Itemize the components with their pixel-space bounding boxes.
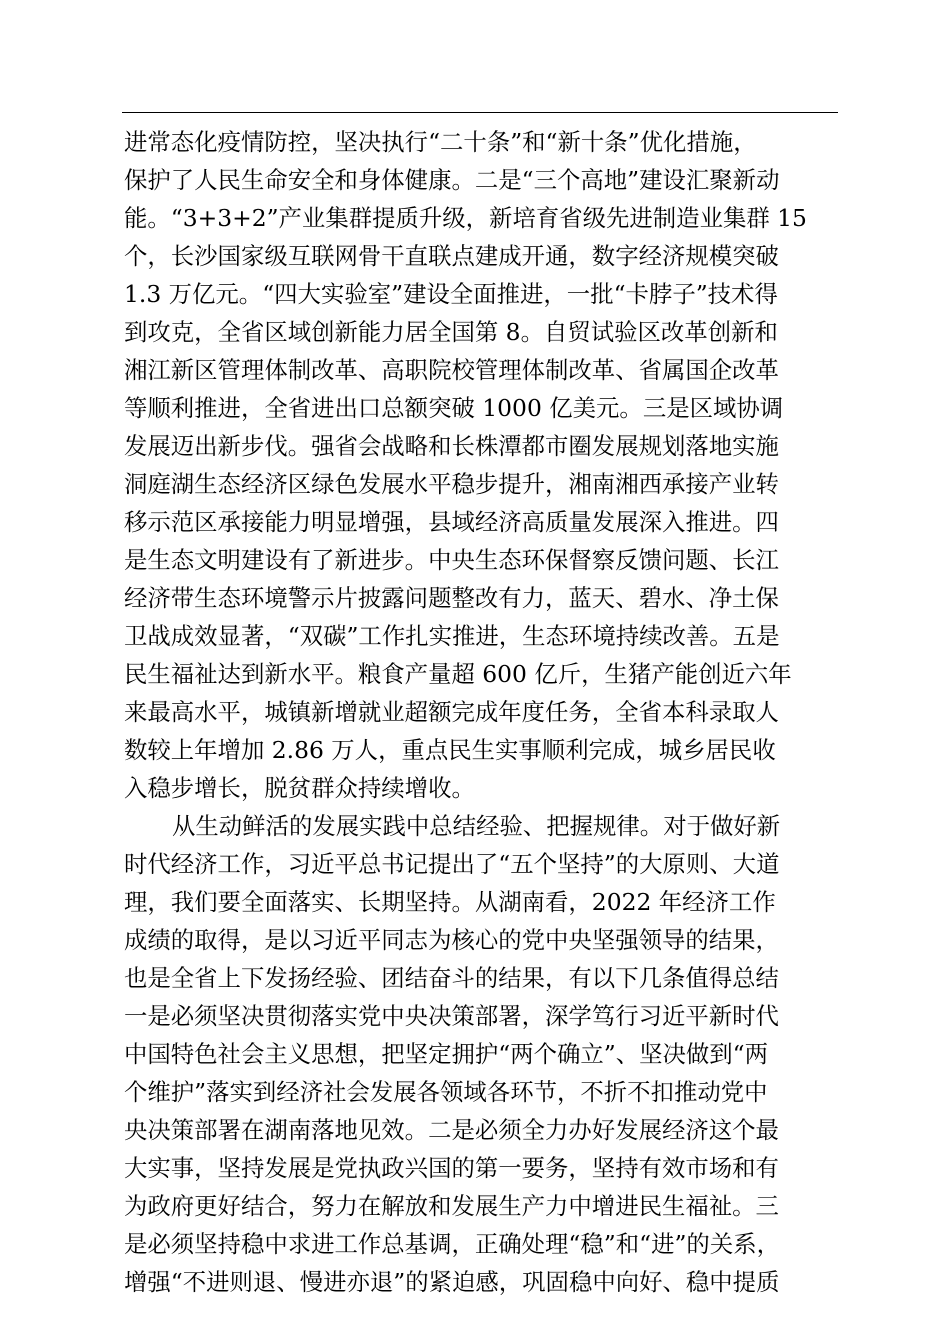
text-line: 中国特色社会主义思想，把坚定拥护“两个确立”、坚决做到“两	[124, 1040, 769, 1068]
header-divider	[122, 112, 838, 113]
text-line: 时代经济工作，习近平总书记提出了“五个坚持”的大原则、大道	[124, 850, 780, 878]
text-line: 到攻克，全省区域创新能力居全国第 8。自贸试验区改革创新和	[124, 318, 778, 346]
text-line: 发展迈出新步伐。强省会战略和长株潭都市圈发展规划落地实施	[124, 432, 779, 460]
text-line: 进常态化疫情防控，坚决执行“二十条”和“新十条”优化措施，	[124, 128, 757, 156]
text-line: 移示范区承接能力明显增强，县域经济高质量发展深入推进。四	[124, 508, 779, 536]
text-line: 是生态文明建设有了新进步。中央生态环保督察反馈问题、长江	[124, 546, 779, 574]
text-line: 央决策部署在湖南落地见效。二是必须全力办好发展经济这个最	[124, 1116, 779, 1144]
body-text	[124, 123, 844, 1301]
text-line: 一是必须坚决贯彻落实党中央决策部署，深学笃行习近平新时代	[124, 1002, 779, 1030]
paragraph-first-line: 从生动鲜活的发展实践中总结经验、把握规律。对于做好新	[172, 812, 781, 840]
text-line: 大实事，坚持发展是党执政兴国的第一要务，坚持有效市场和有	[124, 1154, 779, 1182]
text-line: 卫战成效显著，“双碳”工作扎实推进，生态环境持续改善。五是	[124, 622, 780, 650]
text-line: 个维护”落实到经济社会发展各领域各环节，不折不扣推动党中	[124, 1078, 768, 1106]
text-line: 为政府更好结合，努力在解放和发展生产力中增进民生福祉。三	[124, 1192, 779, 1220]
text-line: 保护了人民生命安全和身体健康。二是“三个高地”建设汇聚新动	[124, 166, 780, 194]
text-line: 个，长沙国家级互联网骨干直联点建成开通，数字经济规模突破	[124, 242, 779, 270]
text-line: 数较上年增加 2.86 万人，重点民生实事顺利完成，城乡居民收	[124, 736, 776, 764]
text-line: 理，我们要全面落实、长期坚持。从湖南看，2022 年经济工作	[124, 888, 776, 916]
text-line: 1.3 万亿元。“四大实验室”建设全面推进，一批“卡脖子”技术得	[124, 280, 778, 308]
text-line: 湘江新区管理体制改革、高职院校管理体制改革、省属国企改革	[124, 356, 779, 384]
text-line: 经济带生态环境警示片披露问题整改有力，蓝天、碧水、净土保	[124, 584, 779, 612]
text-line: 增强“不进则退、慢进亦退”的紧迫感，巩固稳中向好、稳中提质	[124, 1268, 780, 1296]
text-line: 能。“3+3+2”产业集群提质升级，新培育省级先进制造业集群 15	[124, 204, 807, 232]
text-line: 民生福祉达到新水平。粮食产量超 600 亿斤，生猪产能创近六年	[124, 660, 792, 688]
text-line: 等顺利推进，全省进出口总额突破 1000 亿美元。三是区域协调	[124, 394, 784, 422]
text-line: 来最高水平，城镇新增就业超额完成年度任务，全省本科录取人	[124, 698, 779, 726]
text-line: 洞庭湖生态经济区绿色发展水平稳步提升，湘南湘西承接产业转	[124, 470, 779, 498]
text-line: 入稳步增长，脱贫群众持续增收。	[124, 774, 475, 802]
text-line: 是必须坚持稳中求进工作总基调，正确处理“稳”和“进”的关系，	[124, 1230, 780, 1258]
text-line: 也是全省上下发扬经验、团结奋斗的结果，有以下几条值得总结	[124, 964, 779, 992]
text-line: 成绩的取得，是以习近平同志为核心的党中央坚强领导的结果，	[124, 926, 779, 954]
